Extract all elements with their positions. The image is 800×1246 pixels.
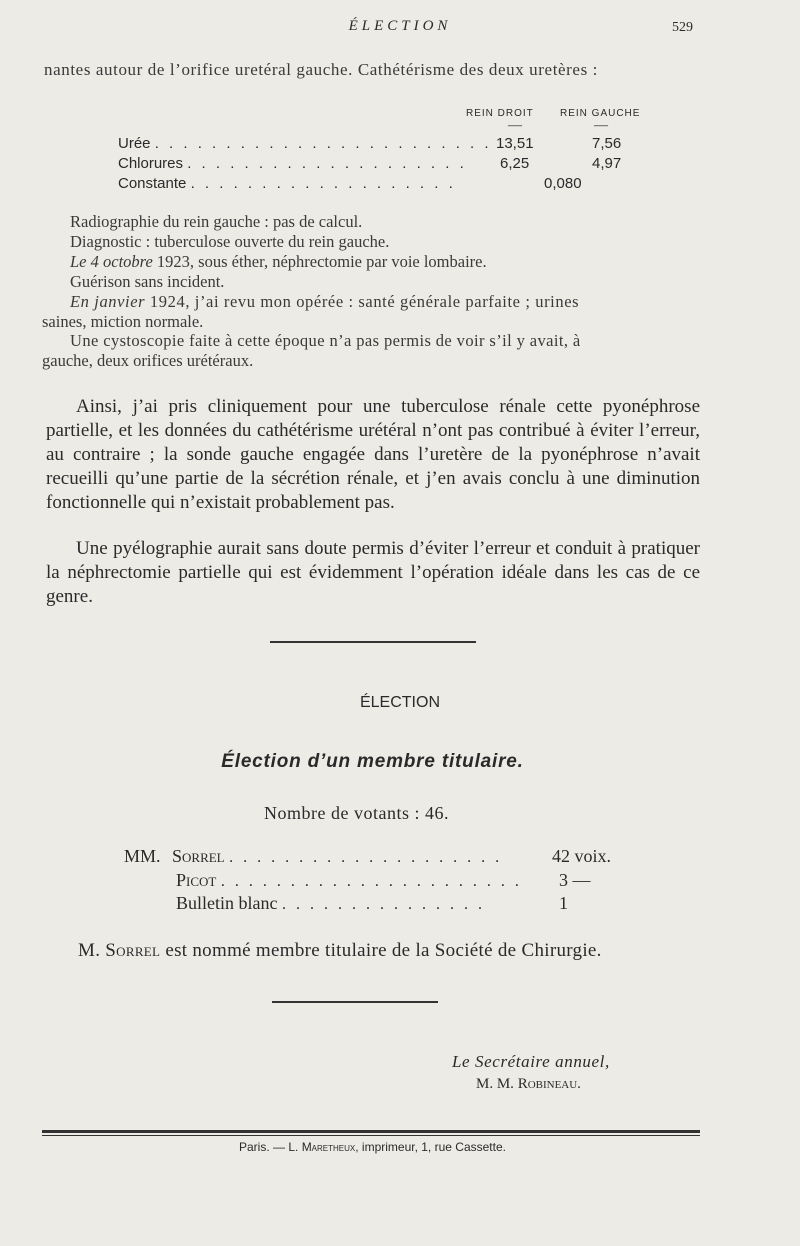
leader-dots: . . . . . . . . . . . . . . . xyxy=(281,896,485,913)
paragraph: Ainsi, j’ai pris cliniquement pour une tuberculose rénale cette pyonéphrose partielle, et les données du cathétérisme urétéral n’ont pas contribué à éviter l’erreur, au contraire ; la sonde gauche engagée dans l’uretère de la pyonéphrose n’avait recueilli qu’une partie de la sécrétion rénale, et j’en avais conclu à une diminution fonctionnelle qui n’existait probablement pas. xyxy=(46,396,700,513)
leader-dots: . . . . . . . . . . . . . . . . . . . . xyxy=(229,849,503,866)
col-header-left: REIN DROIT xyxy=(466,108,534,119)
subtitle: Élection d’un membre titulaire. xyxy=(221,751,524,772)
note-date-italic: Le 4 octobre xyxy=(70,252,153,271)
divider xyxy=(270,641,476,643)
note-line: gauche, deux orifices urétéraux. xyxy=(42,351,254,370)
note-text: 1923, sous éther, néphrectomie par voie lombaire. xyxy=(152,252,487,271)
table-row xyxy=(118,155,467,172)
footer-rule xyxy=(42,1130,700,1133)
result-line xyxy=(78,940,602,962)
vote-prefix: MM. xyxy=(124,846,161,866)
section-title: ÉLECTION xyxy=(359,694,440,711)
signature-prefix: M. M. xyxy=(476,1076,518,1092)
footer-prefix: Paris. — L. xyxy=(239,1140,302,1154)
note-line: Guérison sans incident. xyxy=(70,272,225,291)
vote-count: 1 xyxy=(559,893,568,913)
row-label: Constante xyxy=(118,175,187,192)
leader-dots: . . . . . . . . . . . . . . . . . . . . . . . . xyxy=(154,135,492,152)
cell-value: 4,97 xyxy=(592,155,622,172)
signature-role: Le Secrétaire annuel, xyxy=(452,1052,610,1071)
vote-row xyxy=(176,893,485,914)
intro-line: nantes autour de l’orifice uretéral gauche. Cathétérisme des deux uretères : xyxy=(44,60,598,79)
leader-dots: . . . . . . . . . . . . . . . . . . . . xyxy=(187,155,467,172)
result-text: est nommé membre titulaire de la Société de Chirurgie. xyxy=(160,940,602,961)
result-name: Sorrel xyxy=(105,940,161,961)
printer-footer xyxy=(0,1140,745,1154)
vote-row xyxy=(172,846,502,867)
page-number: 529 xyxy=(672,20,693,35)
footer-rest: , imprimeur, 1, rue Cassette. xyxy=(355,1140,506,1154)
note-line: Radiographie du rein gauche : pas de calcul. xyxy=(70,212,363,231)
row-label: Urée xyxy=(118,135,151,152)
note-line: saines, miction normale. xyxy=(42,312,204,331)
col-header-right: REIN GAUCHE xyxy=(560,108,641,119)
divider xyxy=(272,1001,438,1003)
col-dash-left: — xyxy=(508,118,522,133)
table-row xyxy=(118,135,492,152)
cell-value: 0,080 xyxy=(544,175,582,192)
note-line xyxy=(70,252,487,272)
cell-value: 7,56 xyxy=(592,135,622,152)
note-date-italic: En janvier xyxy=(70,292,146,311)
vote-row xyxy=(176,870,522,891)
candidate-name: Picot xyxy=(176,870,217,890)
note-line: Une cystoscopie faite à cette époque n’a pas permis de voir s’il y avait, à xyxy=(70,331,581,350)
cell-value: 13,51 xyxy=(496,135,534,152)
candidate-name: Sorrel xyxy=(172,846,225,866)
cell-value: 6,25 xyxy=(500,155,530,172)
vote-count: 42 voix. xyxy=(552,846,612,866)
candidate-name: Bulletin blanc xyxy=(176,893,278,913)
note-line xyxy=(70,292,700,312)
running-title: ÉLECTION xyxy=(348,18,452,34)
table-row xyxy=(118,175,456,192)
result-prefix: M. xyxy=(78,940,106,961)
footer-rule-thin xyxy=(42,1135,700,1136)
note-text: 1924, j’ai revu mon opérée : santé générale parfaite ; urines xyxy=(145,292,580,311)
vote-total: Nombre de votants : 46. xyxy=(264,803,449,823)
leader-dots: . . . . . . . . . . . . . . . . . . . xyxy=(190,175,456,192)
col-dash-right: — xyxy=(594,118,608,133)
row-label: Chlorures xyxy=(118,155,184,172)
leader-dots: . . . . . . . . . . . . . . . . . . . . . . xyxy=(220,873,522,890)
paragraph: Une pyélographie aurait sans doute permis d’éviter l’erreur et conduit à pratiquer la néphrectomie partielle qui est évidemment l’opération idéale dans les cas de ce genre. xyxy=(46,538,700,607)
note-line: Diagnostic : tuberculose ouverte du rein gauche. xyxy=(70,232,390,251)
vote-count: 3 — xyxy=(559,870,591,890)
signature-surname: Robineau. xyxy=(517,1076,581,1092)
footer-printer: Maretheux xyxy=(301,1140,356,1154)
signature-name xyxy=(476,1076,581,1093)
